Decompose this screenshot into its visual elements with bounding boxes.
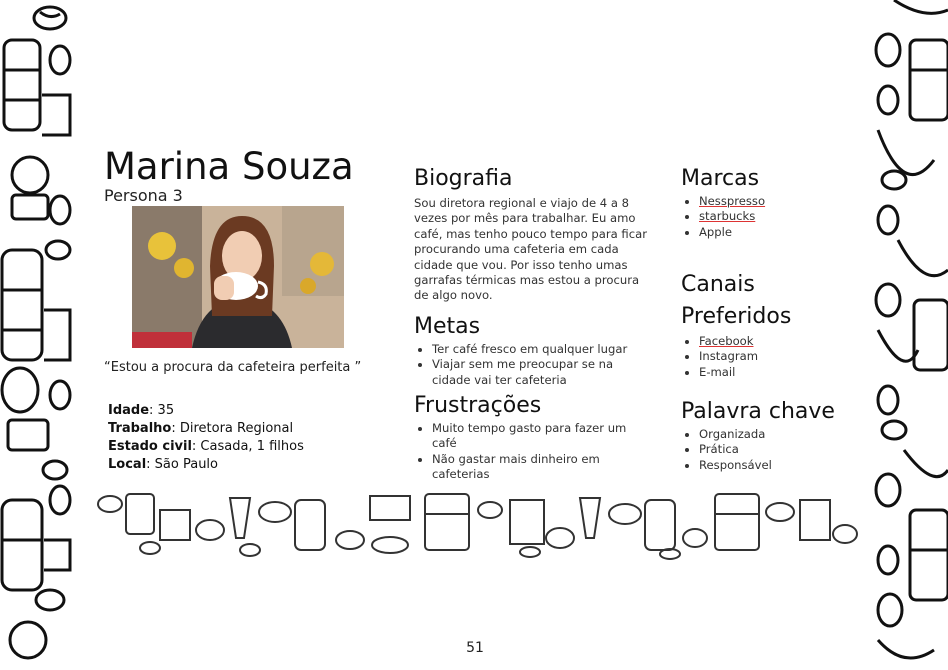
fact-trabalho: Trabalho: Diretora Regional — [108, 421, 294, 436]
palavra-chave-section — [681, 399, 871, 473]
biografia-heading: Biografia — [414, 166, 513, 191]
biografia-section — [414, 166, 650, 304]
list-item: • Viajar sem me preocupar se na cidade vai ter cafeteria — [432, 357, 650, 388]
persona-quote: “Estou a procura da cafeteira perfeita ” — [104, 360, 362, 375]
list-item: • Ter café fresco em qualquer lugar — [432, 342, 650, 357]
metas-list — [414, 342, 650, 388]
list-item: • Muito tempo gasto para fazer um café — [432, 421, 650, 452]
canais-heading-line2: Preferidos — [681, 304, 792, 329]
canais-section — [681, 268, 871, 380]
list-item: • Nesspresso — [699, 194, 871, 209]
biografia-text: Sou diretora regional e viajo de 4 a 8 vezes por mês para trabalhar. Eu amo café, mas tenho pouco tempo para ficar procurando uma cafeteria em cada cidade que vou. Por isso tenho umas garrafas térmicas mas estou a procura de algo novo. — [414, 196, 647, 303]
list-item: • E-mail — [699, 365, 871, 380]
palavra-chave-list — [681, 427, 871, 473]
fact-idade: Idade: 35 — [108, 403, 175, 418]
list-item: • Facebook — [699, 334, 871, 349]
fact-local: Local: São Paulo — [108, 457, 218, 472]
page-number: 51 — [466, 640, 484, 656]
frustracoes-list — [414, 421, 650, 483]
persona-label: Persona 3 — [104, 186, 183, 205]
marcas-section — [681, 166, 871, 240]
right-coffee-pattern-border — [874, 0, 948, 670]
palavra-chave-heading: Palavra chave — [681, 399, 835, 424]
marcas-heading: Marcas — [681, 166, 760, 191]
list-item: • Organizada — [699, 427, 871, 442]
marcas-list — [681, 194, 871, 240]
list-item: • Responsável — [699, 458, 871, 473]
list-item: • Não gastar mais dinheiro em cafeterias — [432, 452, 650, 483]
persona-photo — [132, 206, 344, 348]
left-coffee-pattern-border — [0, 0, 76, 670]
metas-heading: Metas — [414, 314, 481, 339]
frustracoes-heading: Frustrações — [414, 393, 542, 418]
persona-page — [76, 0, 874, 670]
canais-heading-line1: Canais — [681, 272, 755, 297]
coffee-doodle-band — [90, 490, 860, 560]
list-item: • Instagram — [699, 349, 871, 364]
list-item: • Prática — [699, 442, 871, 457]
list-item: • starbucks — [699, 209, 871, 224]
canais-list — [681, 334, 871, 380]
metas-section — [414, 314, 650, 388]
persona-facts — [108, 402, 304, 474]
fact-estado-civil: Estado civil: Casada, 1 filhos — [108, 439, 304, 454]
persona-name: Marina Souza — [104, 145, 354, 188]
frustracoes-section — [414, 393, 650, 483]
list-item: • Apple — [699, 225, 871, 240]
